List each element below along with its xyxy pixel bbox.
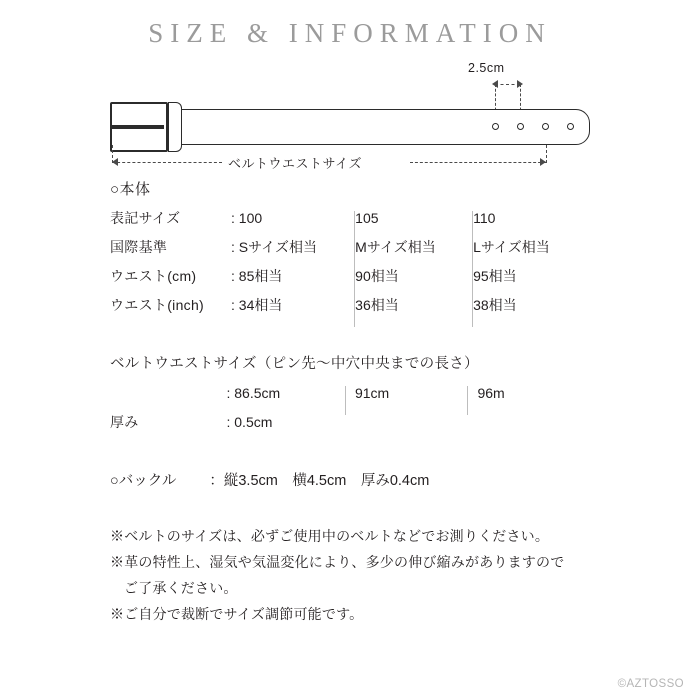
row-value: : 0.5cm <box>226 413 273 430</box>
main-spec-table <box>110 211 590 327</box>
row-label: 表記サイズ <box>110 210 181 226</box>
table-row <box>110 298 590 327</box>
hole-spacing-label: 2.5cm <box>468 61 505 75</box>
table-row <box>110 269 590 298</box>
table-row <box>110 415 590 444</box>
waist-measure-line-right <box>410 162 546 163</box>
row-value: 38相当 <box>473 298 590 327</box>
spec-content <box>110 182 610 628</box>
row-value: Lサイズ相当 <box>473 240 590 269</box>
row-value: 110 <box>473 211 590 240</box>
row-value-empty <box>468 415 590 444</box>
row-label <box>110 386 226 415</box>
main-section-heading: ○本体 <box>110 181 151 198</box>
waist-spec-table <box>110 386 590 444</box>
table-row <box>110 386 590 415</box>
row-value: : Sサイズ相当 <box>231 239 318 255</box>
row-value: 36相当 <box>355 298 473 327</box>
waist-measure-label: ベルトウエストサイズ <box>228 156 362 171</box>
waist-measure-tick-right <box>546 145 547 163</box>
row-value: : 86.5cm <box>226 384 281 401</box>
row-value: Mサイズ相当 <box>355 240 473 269</box>
belt-prong-shape <box>112 125 164 129</box>
row-value: 105 <box>355 211 473 240</box>
row-value: : 34相当 <box>231 297 283 313</box>
belt-diagram <box>0 61 700 176</box>
belt-hole <box>542 123 549 130</box>
row-value: 96m <box>468 386 590 415</box>
table-row <box>110 240 590 269</box>
page-title: SIZE & INFORMATION <box>148 18 552 48</box>
belt-buckle-bar-shape <box>168 102 182 152</box>
row-label: 国際基準 <box>110 239 168 255</box>
note-item: ※ご自分で裁断でサイズ調節可能です。 <box>110 605 364 622</box>
belt-hole <box>492 123 499 130</box>
row-label: 厚み <box>110 413 139 430</box>
waist-section-heading: ベルトウエストサイズ（ピン先〜中穴中央までの長さ） <box>110 356 479 372</box>
note-item: ※ベルトのサイズは、必ずご使用中のベルトなどでお測りください。 <box>110 528 550 544</box>
notes-list <box>110 524 610 628</box>
row-label: ウエスト(cm) <box>110 268 197 284</box>
buckle-section-text: ○バックル ：縦3.5cm 横4.5cm 厚み0.4cm <box>110 472 430 489</box>
row-value: : 100 <box>231 210 263 226</box>
row-value: 91cm <box>345 386 468 415</box>
note-item: ご了承ください。 <box>124 579 238 596</box>
waist-measure-line-left <box>112 162 222 163</box>
watermark: ©AZTOSSO <box>617 678 684 690</box>
row-label: ウエスト(inch) <box>110 297 205 313</box>
waist-measure-arrow-left-icon <box>112 158 118 166</box>
row-value: 90相当 <box>355 269 473 298</box>
row-value: 95相当 <box>473 269 590 298</box>
row-value: : 85相当 <box>231 268 283 284</box>
waist-measure-arrow-right-icon <box>540 158 546 166</box>
row-value-empty <box>345 415 468 444</box>
belt-hole <box>517 123 524 130</box>
note-item: ※革の特性上、湿気や気温変化により、多少の伸び縮みがありますので <box>110 553 565 570</box>
belt-hole <box>567 123 574 130</box>
table-row <box>110 211 590 240</box>
